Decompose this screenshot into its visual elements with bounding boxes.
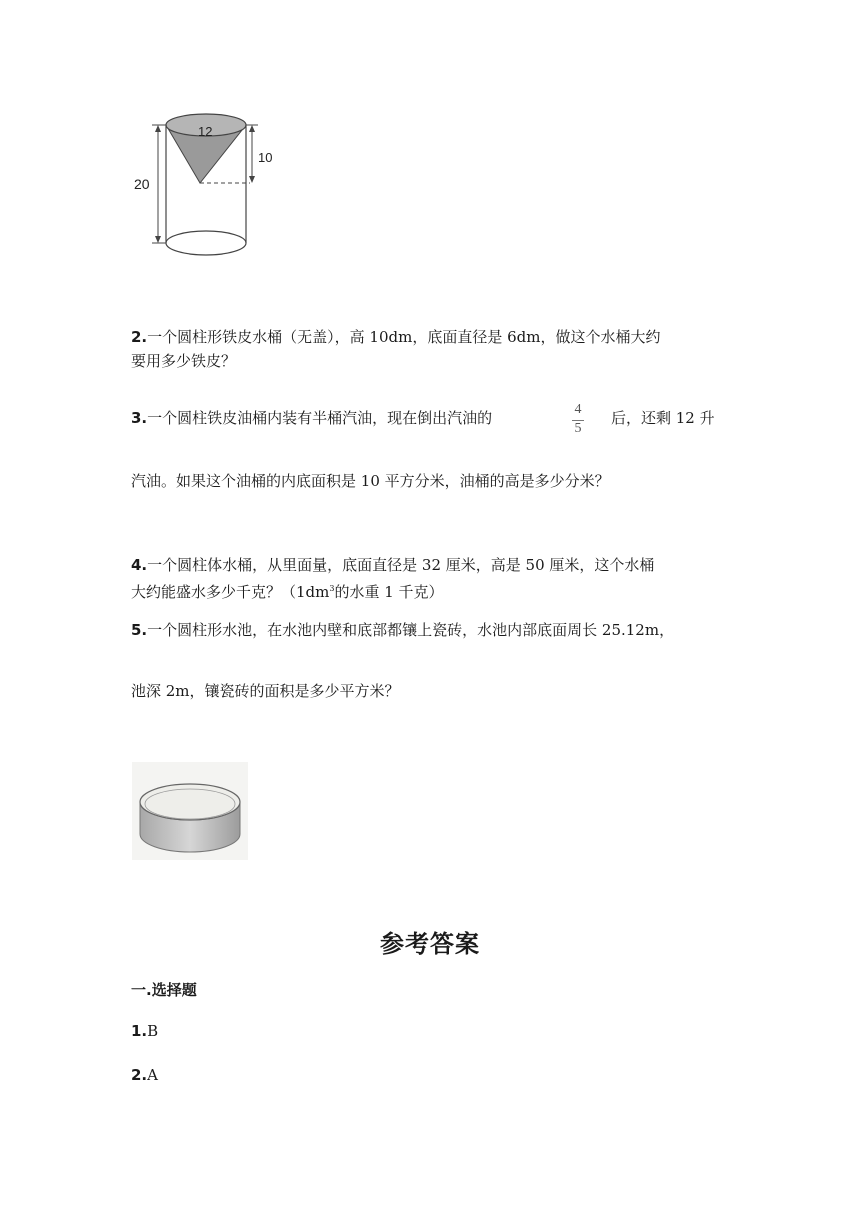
question-3-line2: 汽油。如果这个油桶的内底面积是 10 平方分米，油桶的高是多少分米？: [131, 472, 610, 490]
answer-1: [131, 1022, 158, 1040]
question-text: 一个圆柱体水桶，从里面量，底面直径是 32 厘米，高是 50 厘米，这个水桶: [147, 556, 655, 574]
answer-number: 1.: [131, 1022, 148, 1040]
answer-title: 参考答案: [380, 929, 480, 958]
answer-number: 2.: [131, 1066, 148, 1084]
question-number: 4.: [131, 556, 148, 574]
pool-ring-figure: [132, 762, 248, 860]
answer-2: [131, 1066, 158, 1084]
fraction-denominator: 5: [574, 421, 582, 436]
section-heading: 一.选择题: [131, 981, 197, 999]
superscript: 3: [329, 584, 335, 593]
question-5-line2: 池深 2m，镶瓷砖的面积是多少平方米？: [131, 682, 400, 700]
question-number: 2.: [131, 328, 148, 346]
question-number: 5.: [131, 621, 148, 639]
answer-value: B: [147, 1022, 159, 1040]
question-text-cont: 要用多少铁皮？: [131, 352, 237, 370]
question-text-cont: 大约能盛水多少千克？（1dm: [131, 583, 330, 601]
cylinder-cone-figure: [130, 105, 290, 265]
question-text: 一个圆柱形铁皮水桶（无盖），高 10dm，底面直径是 6dm，做这个水桶大约: [147, 328, 661, 346]
fraction-numerator: 4: [574, 402, 582, 417]
question-3-line1-after: 后，还剩 12 升: [611, 409, 715, 427]
cone-height-label: 10: [258, 150, 273, 165]
question-number: 3.: [131, 409, 148, 427]
question-2: [131, 325, 660, 373]
question-text: 一个圆柱形水池，在水池内壁和底部都镶上瓷砖，水池内部底面周长 25.12m，: [147, 621, 675, 639]
cylinder-bottom: [166, 231, 246, 255]
question-4: [131, 553, 654, 604]
question-text: 一个圆柱铁皮油桶内装有半桶汽油，现在倒出汽油的: [147, 409, 493, 427]
question-text-cont-2: 的水重 1 千克）: [334, 583, 444, 601]
question-5-line1: [131, 618, 674, 642]
answer-value: A: [147, 1066, 158, 1084]
diameter-label: 12: [198, 124, 213, 139]
total-height-label: 20: [134, 176, 150, 192]
question-3-line1: [131, 406, 492, 430]
